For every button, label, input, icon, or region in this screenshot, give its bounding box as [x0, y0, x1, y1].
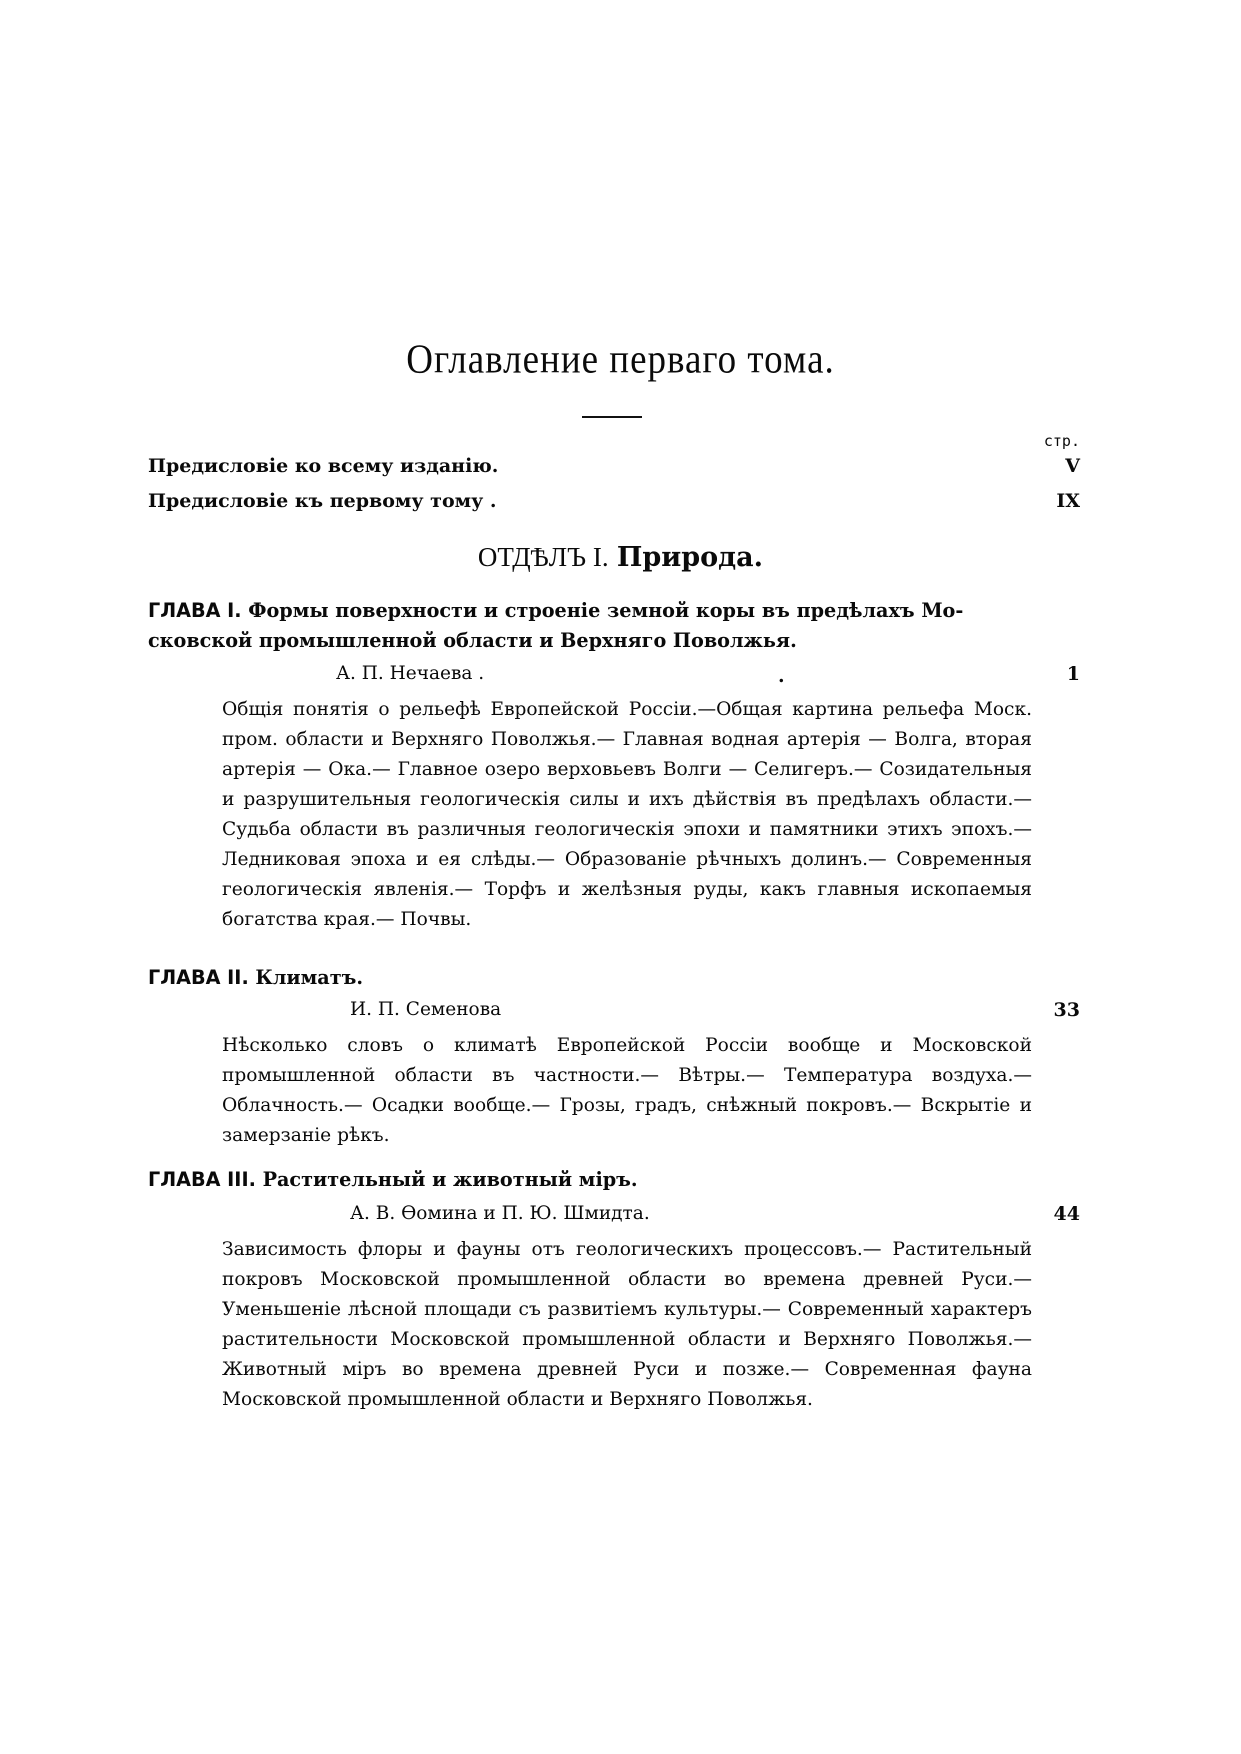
title-divider — [582, 416, 642, 418]
chapter-number: ГЛАВА I. — [148, 599, 242, 622]
chapter-heading — [148, 596, 1033, 656]
chapter-heading — [148, 963, 1033, 993]
chapter-title-line: Климатъ. — [255, 966, 364, 989]
chapter-summary: Зависимость флоры и фауны отъ геологическихъ процессовъ.— Растительный покровъ Московской промышленной области во времена древней Руси.— Уменьшеніе лѣсной площади съ развитіемъ культуры.— Современный характеръ растительности Московской промышленной области и Верхняго Поволжья.—Животный міръ во времена древней Руси и позже.— Современная фауна Московской промышленной области и Верхняго Поволжья. — [222, 1239, 1032, 1410]
chapter-summary: Нѣсколько словъ о климатѣ Европейской Россіи вообще и Московской промышленной области въ частности.— Вѣтры.— Температура воздуха.— Облачность.— Осадки вообще.— Грозы, градъ, снѣжный покровъ.— Вскрытіе и замерзаніе рѣкъ. — [222, 1035, 1032, 1146]
page-title: Оглавление перваго тома. — [406, 336, 835, 383]
chapter-summary: Общія понятія о рельефѣ Европейской Россіи.—Общая картина рельефа Моск. пром. области и Верхняго Поволжья.— Главная водная артерія — Волга, вторая артерія — Ока.— Главное озеро верховьевъ Волги — Селигеръ.— Созидательныя и разрушительныя геологическія силы и ихъ дѣйствія въ предѣлахъ области.— Судьба области въ различныя геологическія эпохи и памятники этихъ эпохъ.— Ледниковая эпоха и ея слѣды.— Образованіе рѣчныхъ долинъ.— Современныя геологическія явленія.— Торфъ и желѣзныя руды, какъ главныя ископаемыя богатства края.— Почвы. — [222, 699, 1032, 930]
chapter-author: И. П. Семенова — [350, 999, 502, 1020]
preface-entry-page: IX — [1056, 490, 1080, 512]
section-label: ОТДѢЛЪ I. — [477, 542, 609, 572]
chapter-heading — [148, 1165, 1033, 1195]
preface-entry-label: Предисловіе къ первому тому . — [148, 490, 497, 512]
leader-dot: . — [778, 665, 785, 687]
section-heading — [0, 542, 1241, 573]
chapter-page: 44 — [1053, 1203, 1080, 1225]
section-name: Природа. — [616, 542, 764, 573]
chapter-page: 1 — [1066, 663, 1080, 685]
chapter-page: 33 — [1053, 999, 1080, 1021]
chapter-title-line: Формы поверхности и строеніе земной коры въ предѣлахъ Мо- — [248, 599, 964, 622]
chapter-number: ГЛАВА II. — [148, 966, 249, 989]
preface-entry-page: V — [1065, 455, 1080, 477]
chapter-title-line: Растительный и животный міръ. — [262, 1168, 638, 1191]
page-column-header: стр. — [1043, 432, 1080, 450]
chapter-author: А. П. Нечаева . — [336, 663, 485, 684]
preface-entry-label: Предисловіе ко всему изданію. — [148, 455, 499, 477]
chapter-title-line: сковской промышленной области и Верхняго Поволжья. — [148, 629, 797, 652]
chapter-author: А. В. Ѳомина и П. Ю. Шмидта. — [350, 1203, 650, 1224]
chapter-number: ГЛАВА III. — [148, 1168, 256, 1191]
